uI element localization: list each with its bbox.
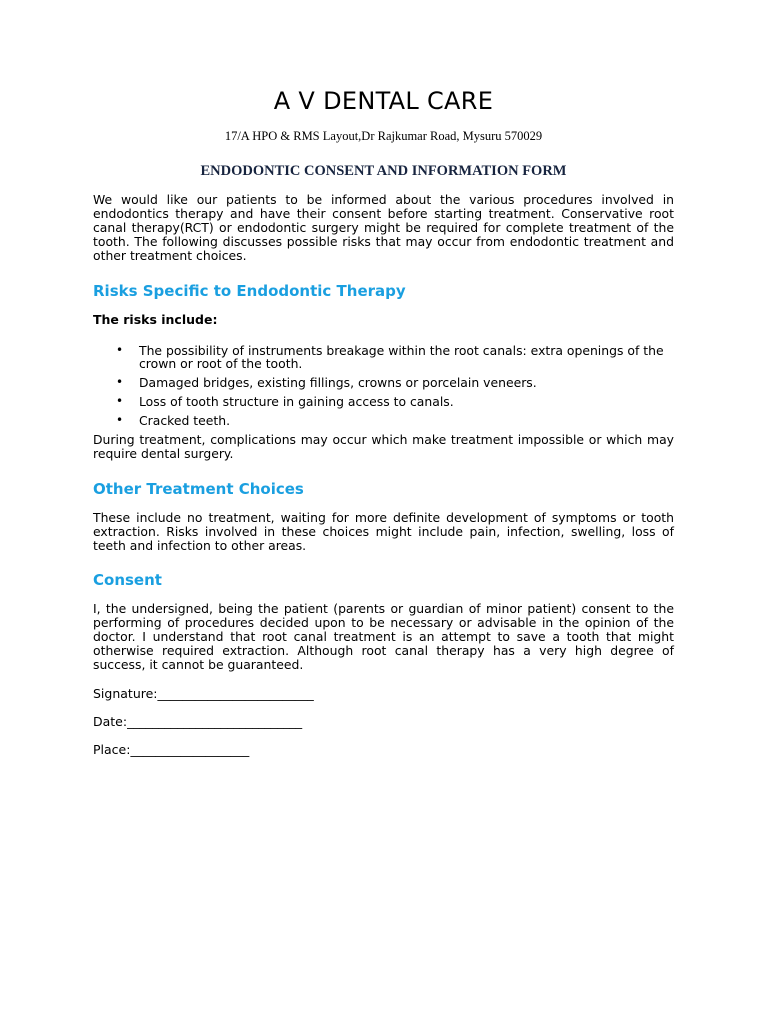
- risk-item-text: Cracked teeth.: [139, 413, 231, 428]
- consent-heading: Consent: [93, 571, 162, 589]
- risk-item-text: Damaged bridges, existing fillings, crowns or porcelain veneers.: [139, 375, 537, 390]
- bullet-icon: •: [116, 394, 124, 408]
- list-item: [93, 344, 674, 370]
- other-choices-heading: Other Treatment Choices: [93, 480, 304, 498]
- clinic-name: A V DENTAL CARE: [273, 87, 494, 115]
- risks-heading: Risks Specific to Endodontic Therapy: [93, 282, 406, 300]
- date-field[interactable]: Date:____________________________: [93, 714, 303, 729]
- list-item: [93, 395, 674, 408]
- risks-list: [93, 344, 674, 433]
- form-title: ENDODONTIC CONSENT AND INFORMATION FORM: [200, 163, 567, 179]
- risks-subheading: The risks include:: [93, 312, 218, 327]
- consent-paragraph: I, the undersigned, being the patient (parents or guardian of minor patient) consent to the performing of procedures decided upon to be necessary or advisable in the opinion of the doctor. I understand that root canal treatment is an attempt to save a tooth that might otherwise required extraction. Although root canal therapy has a very high degree of success, it cannot be guaranteed.: [93, 601, 674, 672]
- intro-paragraph: We would like our patients to be informed about the various procedures involved in endodontics therapy and have their consent before starting treatment. Conservative root canal therapy(RCT) or endodontic surgery might be required for complete treatment of the tooth. The following discusses possible risks that may occur from endodontic treatment and other treatment choices.: [93, 192, 674, 263]
- list-item: [93, 414, 674, 427]
- bullet-icon: •: [116, 413, 124, 427]
- risks-closing-paragraph: During treatment, complications may occur which make treatment impossible or which may require dental surgery.: [93, 432, 674, 461]
- other-choices-paragraph: These include no treatment, waiting for more definite development of symptoms or tooth extraction. Risks involved in these choices might include pain, infection, swelling, loss of teeth and infection to other areas.: [93, 510, 674, 553]
- signature-field[interactable]: Signature:_________________________: [93, 686, 314, 701]
- bullet-icon: •: [116, 375, 124, 389]
- list-item: [93, 376, 674, 389]
- clinic-address: 17/A HPO & RMS Layout,Dr Rajkumar Road, Mysuru 570029: [224, 129, 543, 143]
- bullet-icon: •: [116, 343, 124, 357]
- risk-item-text: The possibility of instruments breakage within the root canals: extra openings of the crown or root of the tooth.: [139, 343, 664, 371]
- risk-item-text: Loss of tooth structure in gaining access to canals.: [139, 394, 454, 409]
- place-field[interactable]: Place:___________________: [93, 742, 250, 757]
